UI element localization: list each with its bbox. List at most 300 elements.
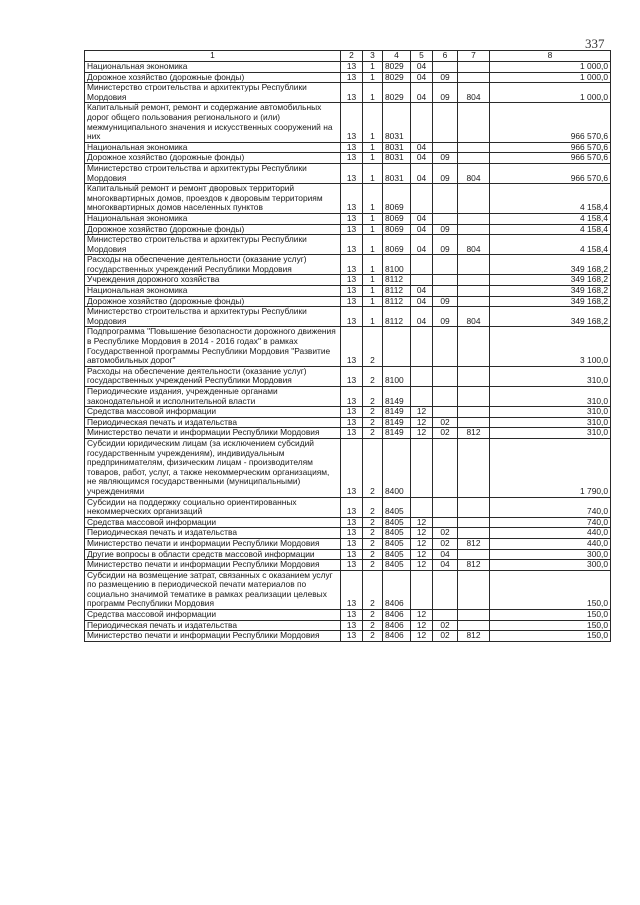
row-name-cell: Субсидии на поддержку социально ориентированных некоммерческих организаций [85, 497, 341, 517]
code-6-cell [433, 184, 458, 214]
table-row [85, 83, 611, 103]
code-2-cell: 13 [341, 307, 363, 327]
code-2-cell: 13 [341, 560, 363, 571]
code-5-cell: 04 [411, 296, 433, 307]
row-name-cell: Дорожное хозяйство (дорожные фонды) [85, 72, 341, 83]
table-row [85, 286, 611, 297]
code-4-cell: 8149 [383, 417, 411, 428]
amount-cell: 4 158,4 [490, 224, 611, 235]
code-6-cell [433, 62, 458, 73]
amount-cell: 349 168,2 [490, 307, 611, 327]
code-3-cell: 1 [363, 213, 383, 224]
code-7-cell [458, 255, 490, 275]
code-7-cell [458, 610, 490, 621]
code-3-cell: 1 [363, 163, 383, 183]
code-2-cell: 13 [341, 428, 363, 439]
code-2-cell: 13 [341, 255, 363, 275]
amount-cell: 310,0 [490, 417, 611, 428]
code-5-cell: 04 [411, 142, 433, 153]
code-4-cell: 8031 [383, 163, 411, 183]
code-4-cell: 8069 [383, 213, 411, 224]
code-6-cell: 09 [433, 153, 458, 164]
code-6-cell: 09 [433, 163, 458, 183]
amount-cell: 310,0 [490, 387, 611, 407]
code-5-cell: 04 [411, 307, 433, 327]
table-row [85, 438, 611, 497]
amount-cell: 3 100,0 [490, 327, 611, 366]
code-5-cell [411, 570, 433, 609]
code-3-cell: 2 [363, 517, 383, 528]
table-row [85, 275, 611, 286]
code-7-cell [458, 296, 490, 307]
code-2-cell: 13 [341, 407, 363, 418]
header-cell: 8 [490, 51, 611, 62]
table-row [85, 213, 611, 224]
code-5-cell: 12 [411, 428, 433, 439]
code-3-cell: 2 [363, 538, 383, 549]
code-7-cell [458, 142, 490, 153]
code-6-cell [433, 610, 458, 621]
code-2-cell: 13 [341, 528, 363, 539]
code-3-cell: 2 [363, 610, 383, 621]
code-6-cell: 02 [433, 538, 458, 549]
table-row [85, 407, 611, 418]
code-6-cell [433, 275, 458, 286]
code-7-cell: 812 [458, 428, 490, 439]
code-7-cell: 812 [458, 538, 490, 549]
amount-cell: 150,0 [490, 570, 611, 609]
code-2-cell: 13 [341, 286, 363, 297]
amount-cell: 349 168,2 [490, 255, 611, 275]
table-row [85, 549, 611, 560]
code-4-cell: 8149 [383, 387, 411, 407]
code-5-cell [411, 275, 433, 286]
code-7-cell [458, 184, 490, 214]
code-3-cell: 2 [363, 620, 383, 631]
table-row [85, 184, 611, 214]
code-5-cell: 12 [411, 610, 433, 621]
code-2-cell: 13 [341, 62, 363, 73]
row-name-cell: Другие вопросы в области средств массовой информации [85, 549, 341, 560]
row-name-cell: Учреждения дорожного хозяйства [85, 275, 341, 286]
code-3-cell: 1 [363, 275, 383, 286]
table-row [85, 62, 611, 73]
amount-cell: 1 790,0 [490, 438, 611, 497]
code-5-cell: 12 [411, 631, 433, 642]
code-7-cell [458, 72, 490, 83]
table-row [85, 255, 611, 275]
row-name-cell: Периодическая печать и издательства [85, 417, 341, 428]
code-6-cell: 09 [433, 83, 458, 103]
amount-cell: 150,0 [490, 620, 611, 631]
code-7-cell: 804 [458, 235, 490, 255]
row-name-cell: Капитальный ремонт и ремонт дворовых территорий многоквартирных домов, проездов к дворовым территориям многоквартирных домов населенных пунктов [85, 184, 341, 214]
amount-cell: 740,0 [490, 497, 611, 517]
amount-cell: 4 158,4 [490, 184, 611, 214]
code-6-cell: 09 [433, 224, 458, 235]
row-name-cell: Периодические издания, учрежденные органами законодательной и исполнительной власти [85, 387, 341, 407]
code-4-cell: 8405 [383, 517, 411, 528]
code-4-cell: 8112 [383, 275, 411, 286]
code-5-cell: 12 [411, 549, 433, 560]
amount-cell: 310,0 [490, 428, 611, 439]
amount-cell: 349 168,2 [490, 286, 611, 297]
code-4-cell: 8406 [383, 570, 411, 609]
code-7-cell [458, 528, 490, 539]
code-2-cell: 13 [341, 224, 363, 235]
table-row [85, 72, 611, 83]
amount-cell: 300,0 [490, 549, 611, 560]
row-name-cell: Дорожное хозяйство (дорожные фонды) [85, 296, 341, 307]
code-2-cell: 13 [341, 72, 363, 83]
code-4-cell: 8069 [383, 224, 411, 235]
code-2-cell: 13 [341, 387, 363, 407]
code-5-cell: 12 [411, 517, 433, 528]
code-5-cell [411, 497, 433, 517]
row-name-cell: Министерство строительства и архитектуры Республики Мордовия [85, 163, 341, 183]
amount-cell: 1 000,0 [490, 83, 611, 103]
table-row [85, 366, 611, 386]
amount-cell: 1 000,0 [490, 62, 611, 73]
table-header-row [85, 51, 611, 62]
code-4-cell: 8405 [383, 549, 411, 560]
code-7-cell: 804 [458, 83, 490, 103]
code-6-cell: 02 [433, 417, 458, 428]
code-3-cell: 1 [363, 224, 383, 235]
code-5-cell: 04 [411, 83, 433, 103]
table-row [85, 153, 611, 164]
code-3-cell: 2 [363, 327, 383, 366]
code-3-cell: 2 [363, 387, 383, 407]
code-5-cell: 04 [411, 286, 433, 297]
code-7-cell: 812 [458, 560, 490, 571]
code-3-cell: 1 [363, 62, 383, 73]
code-2-cell: 13 [341, 153, 363, 164]
code-7-cell [458, 497, 490, 517]
code-4-cell: 8029 [383, 72, 411, 83]
row-name-cell: Национальная экономика [85, 286, 341, 297]
table-row [85, 387, 611, 407]
code-6-cell [433, 103, 458, 142]
code-4-cell: 8031 [383, 153, 411, 164]
code-6-cell [433, 213, 458, 224]
code-7-cell: 812 [458, 631, 490, 642]
code-5-cell [411, 255, 433, 275]
code-3-cell: 2 [363, 428, 383, 439]
amount-cell: 966 570,6 [490, 142, 611, 153]
row-name-cell: Средства массовой информации [85, 517, 341, 528]
row-name-cell: Расходы на обеспечение деятельности (оказание услуг) государственных учреждений Республики Мордовия [85, 255, 341, 275]
row-name-cell: Министерство строительства и архитектуры Республики Мордовия [85, 307, 341, 327]
code-2-cell: 13 [341, 235, 363, 255]
code-5-cell [411, 184, 433, 214]
code-6-cell: 02 [433, 528, 458, 539]
header-cell: 7 [458, 51, 490, 62]
code-3-cell: 1 [363, 255, 383, 275]
code-2-cell: 13 [341, 142, 363, 153]
code-6-cell: 09 [433, 235, 458, 255]
code-6-cell: 04 [433, 560, 458, 571]
header-cell: 3 [363, 51, 383, 62]
code-6-cell: 09 [433, 72, 458, 83]
code-3-cell: 2 [363, 528, 383, 539]
table-row [85, 497, 611, 517]
code-5-cell: 04 [411, 224, 433, 235]
code-3-cell: 1 [363, 142, 383, 153]
code-2-cell: 13 [341, 184, 363, 214]
row-name-cell: Расходы на обеспечение деятельности (оказание услуг) государственных учреждений Республики Мордовия [85, 366, 341, 386]
amount-cell: 966 570,6 [490, 153, 611, 164]
table-row [85, 560, 611, 571]
code-6-cell [433, 366, 458, 386]
code-6-cell: 02 [433, 620, 458, 631]
code-7-cell [458, 407, 490, 418]
row-name-cell: Дорожное хозяйство (дорожные фонды) [85, 153, 341, 164]
code-5-cell: 04 [411, 72, 433, 83]
code-6-cell [433, 387, 458, 407]
code-5-cell: 04 [411, 213, 433, 224]
row-name-cell: Периодическая печать и издательства [85, 528, 341, 539]
code-4-cell: 8031 [383, 142, 411, 153]
code-3-cell: 1 [363, 83, 383, 103]
code-4-cell: 8149 [383, 428, 411, 439]
amount-cell: 1 000,0 [490, 72, 611, 83]
code-4-cell: 8031 [383, 103, 411, 142]
table-row [85, 631, 611, 642]
code-7-cell [458, 517, 490, 528]
amount-cell: 4 158,4 [490, 213, 611, 224]
code-3-cell: 2 [363, 549, 383, 560]
row-name-cell: Национальная экономика [85, 213, 341, 224]
code-3-cell: 2 [363, 407, 383, 418]
code-4-cell: 8406 [383, 620, 411, 631]
amount-cell: 740,0 [490, 517, 611, 528]
code-3-cell: 1 [363, 296, 383, 307]
code-4-cell: 8100 [383, 255, 411, 275]
row-name-cell: Подпрограмма "Повышение безопасности дорожного движения в Республике Мордовия в 2014 - 2016 годах" в рамках Государственной программы Республики Мордовия "Развитие автомобильных дорог" [85, 327, 341, 366]
code-2-cell: 13 [341, 417, 363, 428]
code-7-cell [458, 366, 490, 386]
code-2-cell: 13 [341, 517, 363, 528]
code-5-cell [411, 366, 433, 386]
code-7-cell [458, 620, 490, 631]
code-5-cell [411, 387, 433, 407]
code-5-cell: 04 [411, 235, 433, 255]
code-7-cell [458, 224, 490, 235]
code-6-cell [433, 407, 458, 418]
code-2-cell: 13 [341, 103, 363, 142]
table-row [85, 307, 611, 327]
code-3-cell: 2 [363, 570, 383, 609]
code-3-cell: 2 [363, 438, 383, 497]
code-2-cell: 13 [341, 610, 363, 621]
code-5-cell: 12 [411, 407, 433, 418]
code-3-cell: 2 [363, 497, 383, 517]
code-2-cell: 13 [341, 438, 363, 497]
code-5-cell: 12 [411, 560, 433, 571]
code-3-cell: 1 [363, 184, 383, 214]
header-cell: 2 [341, 51, 363, 62]
row-name-cell: Министерство печати и информации Республики Мордовия [85, 538, 341, 549]
code-7-cell: 804 [458, 307, 490, 327]
code-2-cell: 13 [341, 620, 363, 631]
code-4-cell: 8406 [383, 631, 411, 642]
code-7-cell [458, 213, 490, 224]
code-6-cell [433, 438, 458, 497]
code-3-cell: 1 [363, 235, 383, 255]
code-2-cell: 13 [341, 549, 363, 560]
code-3-cell: 2 [363, 366, 383, 386]
code-2-cell: 13 [341, 275, 363, 286]
code-4-cell: 8100 [383, 366, 411, 386]
code-4-cell: 8405 [383, 528, 411, 539]
row-name-cell: Национальная экономика [85, 62, 341, 73]
row-name-cell: Министерство печати и информации Республики Мордовия [85, 631, 341, 642]
code-5-cell [411, 327, 433, 366]
code-4-cell: 8029 [383, 62, 411, 73]
table-row [85, 428, 611, 439]
row-name-cell: Субсидии на возмещение затрат, связанных с оказанием услуг по размещению в периодической печати материалов по социально значимой тематике в рамках реализации целевых программ Республики Мордовия [85, 570, 341, 609]
row-name-cell: Министерство строительства и архитектуры Республики Мордовия [85, 83, 341, 103]
code-3-cell: 1 [363, 307, 383, 327]
code-2-cell: 13 [341, 213, 363, 224]
table-row [85, 327, 611, 366]
code-5-cell: 04 [411, 163, 433, 183]
table-row [85, 163, 611, 183]
code-6-cell [433, 497, 458, 517]
code-4-cell: 8400 [383, 438, 411, 497]
code-2-cell: 13 [341, 83, 363, 103]
row-name-cell: Министерство печати и информации Республики Мордовия [85, 428, 341, 439]
amount-cell: 349 168,2 [490, 275, 611, 286]
code-7-cell [458, 275, 490, 286]
amount-cell: 966 570,6 [490, 163, 611, 183]
code-7-cell [458, 387, 490, 407]
amount-cell: 310,0 [490, 366, 611, 386]
table-row [85, 142, 611, 153]
code-6-cell [433, 570, 458, 609]
table-row [85, 528, 611, 539]
table-row [85, 235, 611, 255]
code-4-cell: 8112 [383, 307, 411, 327]
row-name-cell: Субсидии юридическим лицам (за исключением субсидий государственным учреждениям), индивидуальным предпринимателям, физическим лицам - производителям товаров, работ, услуг, а также некоммерческим организациям, не являющимся государственными (муниципальными) учреждениями [85, 438, 341, 497]
amount-cell: 966 570,6 [490, 103, 611, 142]
code-7-cell [458, 153, 490, 164]
row-name-cell: Министерство строительства и архитектуры Республики Мордовия [85, 235, 341, 255]
code-2-cell: 13 [341, 366, 363, 386]
code-6-cell: 02 [433, 428, 458, 439]
code-2-cell: 13 [341, 538, 363, 549]
code-6-cell [433, 255, 458, 275]
code-7-cell [458, 286, 490, 297]
code-2-cell: 13 [341, 631, 363, 642]
header-cell: 4 [383, 51, 411, 62]
table-row [85, 610, 611, 621]
code-4-cell: 8406 [383, 610, 411, 621]
code-7-cell [458, 549, 490, 560]
amount-cell: 150,0 [490, 610, 611, 621]
row-name-cell: Капитальный ремонт, ремонт и содержание автомобильных дорог общего пользования регионального и (или) межмуниципального значения и искусственных сооружений на них [85, 103, 341, 142]
code-6-cell [433, 517, 458, 528]
table-row [85, 517, 611, 528]
code-7-cell [458, 62, 490, 73]
code-5-cell [411, 438, 433, 497]
code-3-cell: 1 [363, 153, 383, 164]
code-4-cell: 8069 [383, 184, 411, 214]
row-name-cell: Дорожное хозяйство (дорожные фонды) [85, 224, 341, 235]
code-7-cell [458, 417, 490, 428]
code-5-cell: 04 [411, 153, 433, 164]
code-6-cell: 09 [433, 296, 458, 307]
code-7-cell [458, 570, 490, 609]
code-7-cell: 804 [458, 163, 490, 183]
code-2-cell: 13 [341, 163, 363, 183]
amount-cell: 440,0 [490, 538, 611, 549]
row-name-cell: Средства массовой информации [85, 610, 341, 621]
code-6-cell [433, 142, 458, 153]
code-4-cell: 8029 [383, 83, 411, 103]
code-4-cell: 8112 [383, 286, 411, 297]
row-name-cell: Министерство печати и информации Республики Мордовия [85, 560, 341, 571]
code-4-cell: 8149 [383, 407, 411, 418]
code-5-cell: 12 [411, 417, 433, 428]
code-2-cell: 13 [341, 327, 363, 366]
code-7-cell [458, 438, 490, 497]
amount-cell: 300,0 [490, 560, 611, 571]
code-5-cell [411, 103, 433, 142]
code-5-cell: 12 [411, 528, 433, 539]
table-row [85, 296, 611, 307]
code-3-cell: 1 [363, 103, 383, 142]
header-cell: 1 [85, 51, 341, 62]
code-4-cell: 8405 [383, 538, 411, 549]
code-2-cell: 13 [341, 296, 363, 307]
code-6-cell: 09 [433, 307, 458, 327]
code-4-cell: 8405 [383, 560, 411, 571]
code-6-cell [433, 327, 458, 366]
code-5-cell: 04 [411, 62, 433, 73]
code-3-cell: 1 [363, 286, 383, 297]
amount-cell: 310,0 [490, 407, 611, 418]
code-4-cell: 8112 [383, 296, 411, 307]
page-number: 337 [585, 36, 605, 51]
table-row [85, 224, 611, 235]
code-4-cell: 8069 [383, 235, 411, 255]
table-row [85, 417, 611, 428]
code-5-cell: 12 [411, 620, 433, 631]
row-name-cell: Национальная экономика [85, 142, 341, 153]
table-row [85, 538, 611, 549]
table-row [85, 620, 611, 631]
header-cell: 6 [433, 51, 458, 62]
table-row [85, 103, 611, 142]
header-cell: 5 [411, 51, 433, 62]
budget-table [84, 50, 611, 642]
amount-cell: 4 158,4 [490, 235, 611, 255]
amount-cell: 440,0 [490, 528, 611, 539]
code-3-cell: 2 [363, 631, 383, 642]
code-3-cell: 2 [363, 560, 383, 571]
table-row [85, 570, 611, 609]
code-6-cell [433, 286, 458, 297]
code-7-cell [458, 327, 490, 366]
code-3-cell: 2 [363, 417, 383, 428]
code-3-cell: 1 [363, 72, 383, 83]
code-4-cell: 8405 [383, 497, 411, 517]
code-2-cell: 13 [341, 570, 363, 609]
amount-cell: 150,0 [490, 631, 611, 642]
code-7-cell [458, 103, 490, 142]
